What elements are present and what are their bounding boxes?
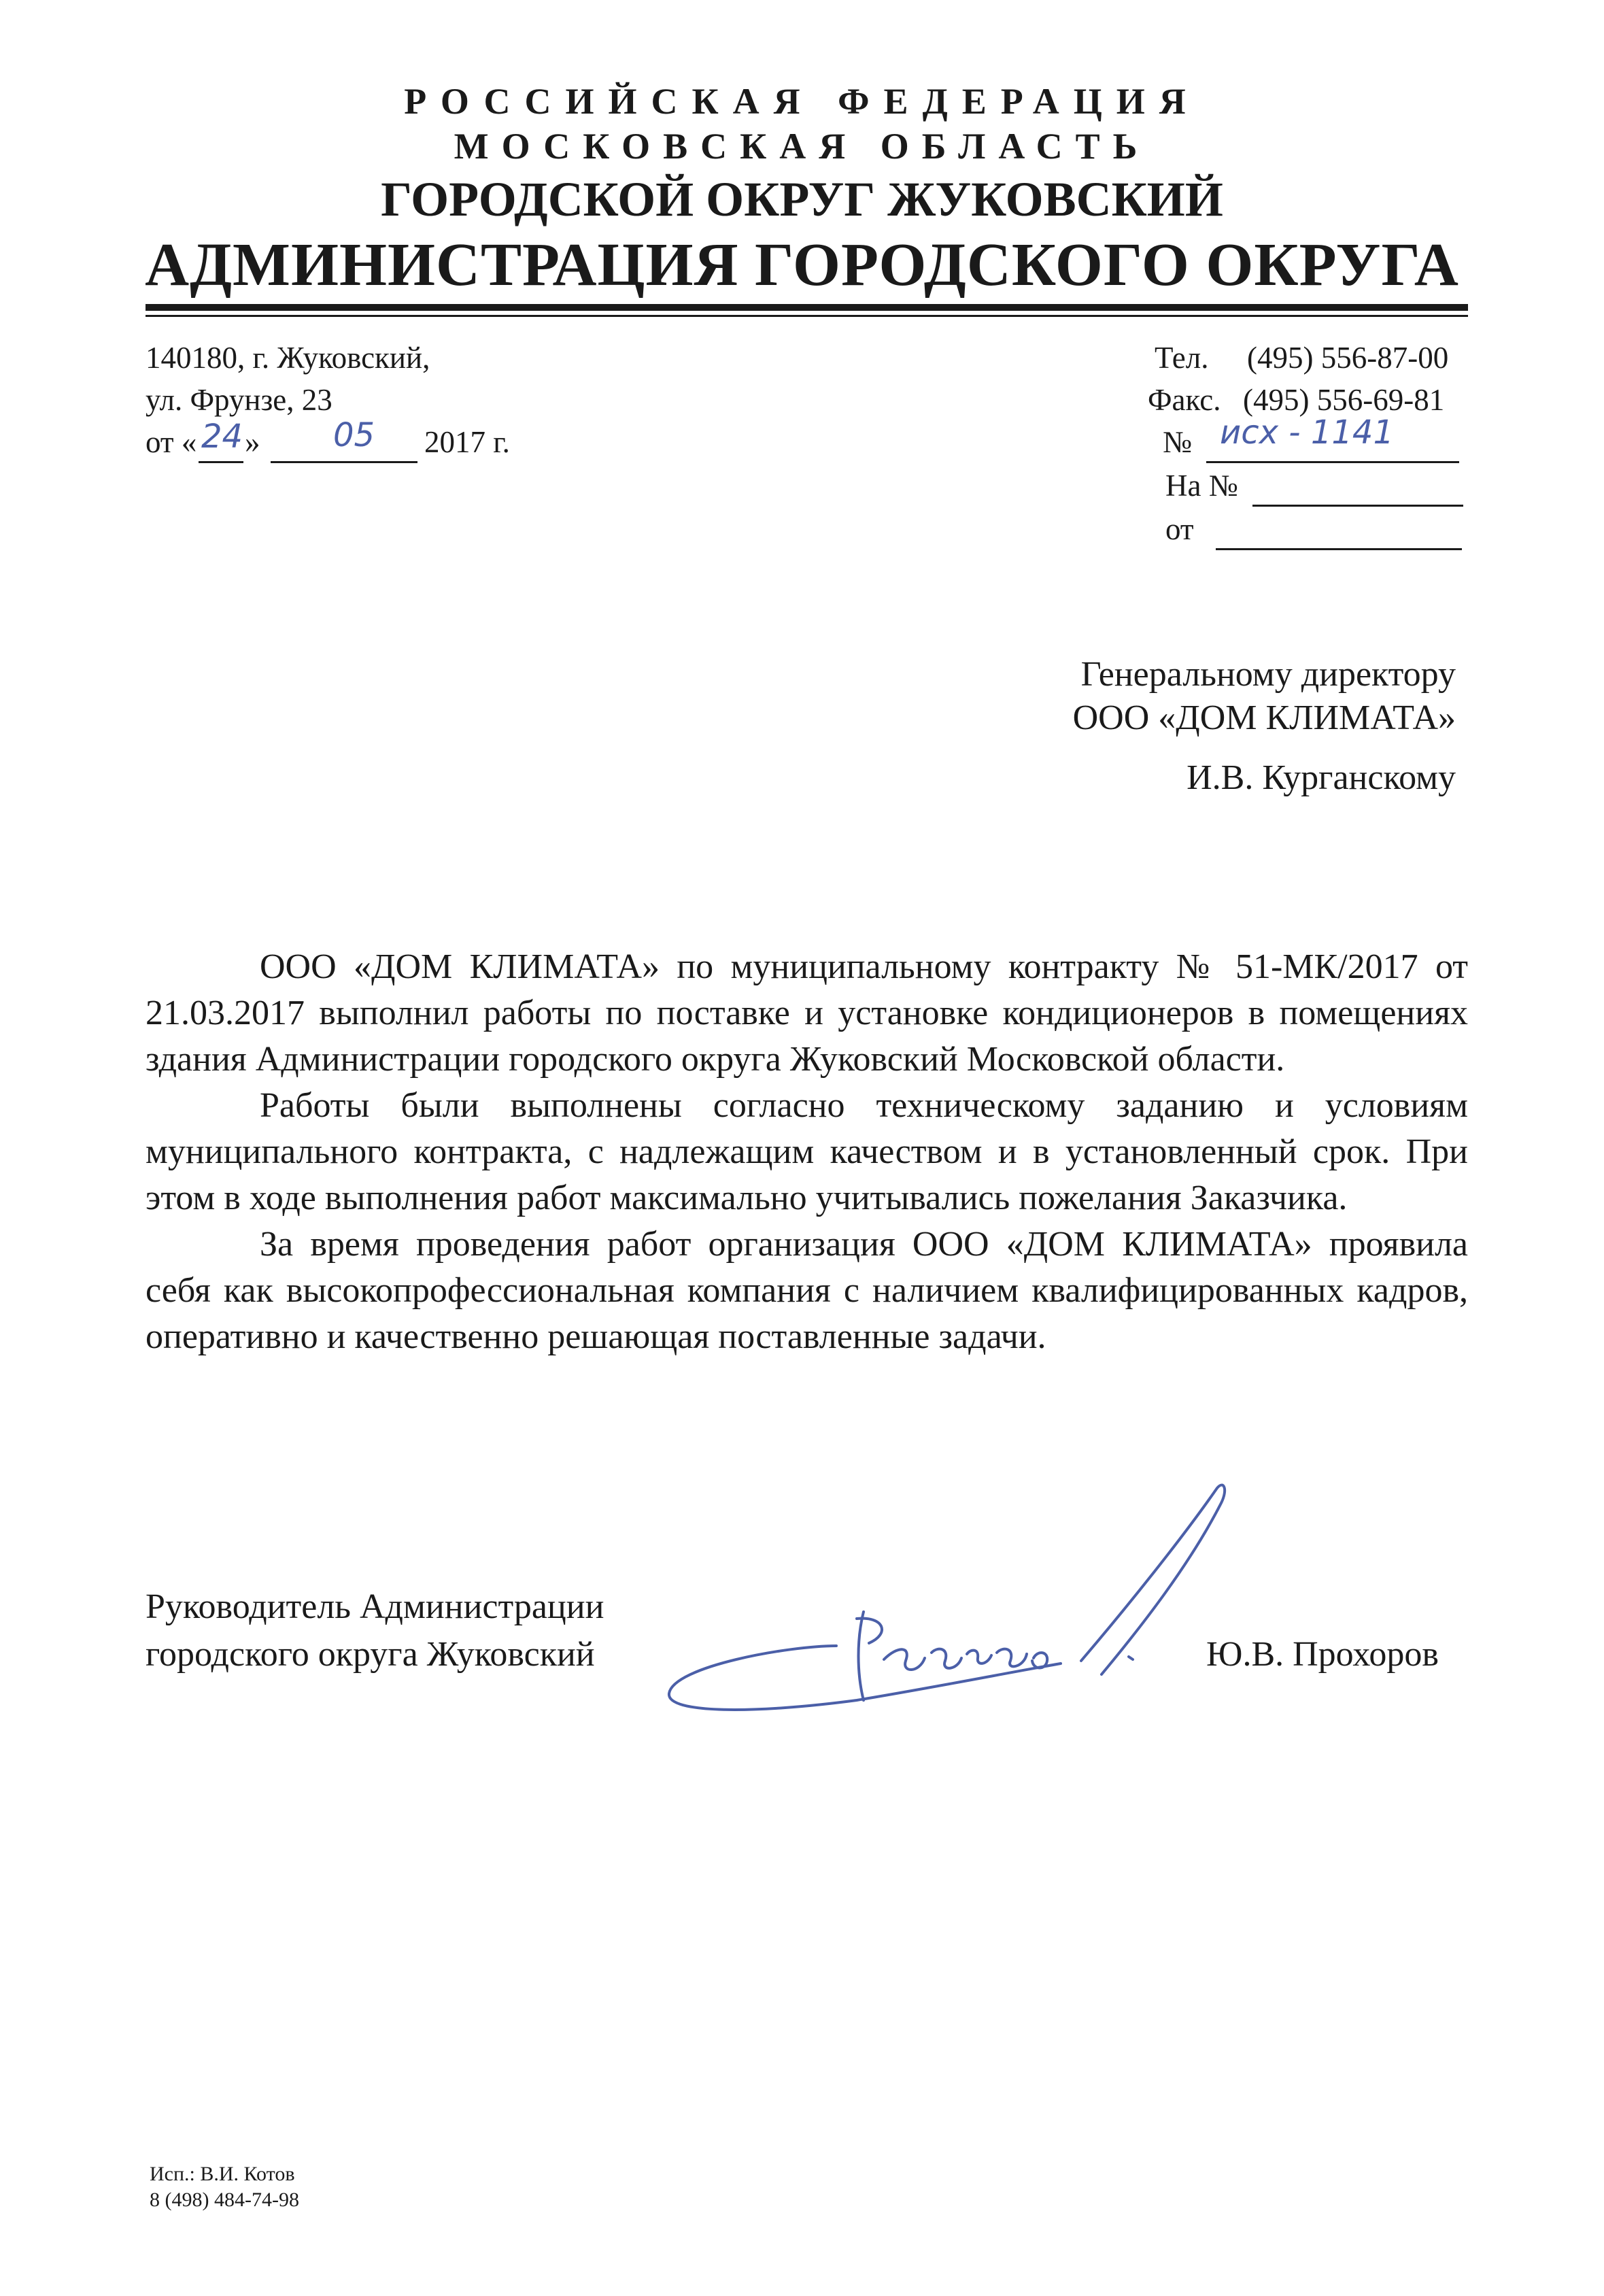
body-paragraph-2: Работы были выполнены согласно техническому заданию и условиям муниципального контракта, с надлежащим качеством и в установленный срок. При этом в ходе выполнения работ максимально учитывались пожелания Заказчика. bbox=[146, 1086, 1468, 1217]
outgoing-number-label: № bbox=[1163, 425, 1192, 459]
header-rule-thick bbox=[146, 304, 1468, 311]
header-administration: АДМИНИСТРАЦИЯ ГОРОДСКОГО ОКРУГА bbox=[145, 231, 1459, 299]
address-line1: 140180, г. Жуковский, bbox=[146, 341, 430, 375]
recipient-company: ООО «ДОМ КЛИМАТА» bbox=[1072, 698, 1456, 737]
date-year: 2017 г. bbox=[424, 425, 510, 459]
fax-label: Факс. bbox=[1148, 383, 1221, 417]
fax-value: (495) 556-69-81 bbox=[1243, 383, 1445, 417]
reply-date-label: от bbox=[1165, 512, 1194, 546]
reply-number-blank bbox=[1252, 471, 1463, 507]
handwritten-signature bbox=[653, 1483, 1265, 1741]
date-mid: » bbox=[245, 425, 260, 459]
signatory-name: Ю.В. Прохоров bbox=[1206, 1635, 1439, 1674]
signatory-title bbox=[146, 1583, 604, 1678]
header-region: МОСКОВСКАЯ ОБЛАСТЬ bbox=[454, 126, 1150, 167]
date-day-handwritten: 24 bbox=[201, 418, 243, 456]
outgoing-number-handwritten: исх - 1141 bbox=[1220, 413, 1394, 452]
signatory-title-line1: Руководитель Администрации bbox=[146, 1587, 604, 1626]
date-month-handwritten: 05 bbox=[333, 416, 375, 454]
recipient-name: И.В. Курганскому bbox=[1187, 758, 1456, 797]
date-prefix: от « bbox=[146, 425, 197, 459]
phone-value: (495) 556-87-00 bbox=[1247, 341, 1449, 375]
signatory-title-line2: городского округа Жуковский bbox=[146, 1635, 595, 1674]
executor-name: Исп.: В.И. Котов bbox=[150, 2163, 295, 2185]
reply-number-label: На № bbox=[1165, 469, 1238, 503]
header-district: ГОРОДСКОЙ ОКРУГ ЖУКОВСКИЙ bbox=[381, 172, 1223, 226]
recipient-position: Генеральному директору bbox=[1080, 655, 1456, 694]
header-rule-thin bbox=[146, 315, 1468, 317]
phone-label: Тел. bbox=[1155, 341, 1209, 375]
header-country: РОССИЙСКАЯ ФЕДЕРАЦИЯ bbox=[404, 81, 1200, 122]
address-line2: ул. Фрунзе, 23 bbox=[146, 383, 332, 417]
executor-phone: 8 (498) 484-74-98 bbox=[150, 2189, 299, 2211]
body-paragraph-3: За время проведения работ организация ООО «ДОМ КЛИМАТА» проявила себя как высокопрофессиональная компания с наличием квалифицированных кадров, оперативно и качественно решающая поставленные задачи. bbox=[146, 1225, 1468, 1356]
body-paragraph-1: ООО «ДОМ КЛИМАТА» по муниципальному контракту № 51-МК/2017 от 21.03.2017 выполнил работы по поставке и установке кондиционеров в помещениях здания Администрации городского округа Жуковский Московской области. bbox=[146, 947, 1468, 1079]
date-day-blank bbox=[199, 427, 243, 463]
reply-date-blank bbox=[1216, 514, 1462, 550]
letter-body bbox=[146, 944, 1468, 1360]
